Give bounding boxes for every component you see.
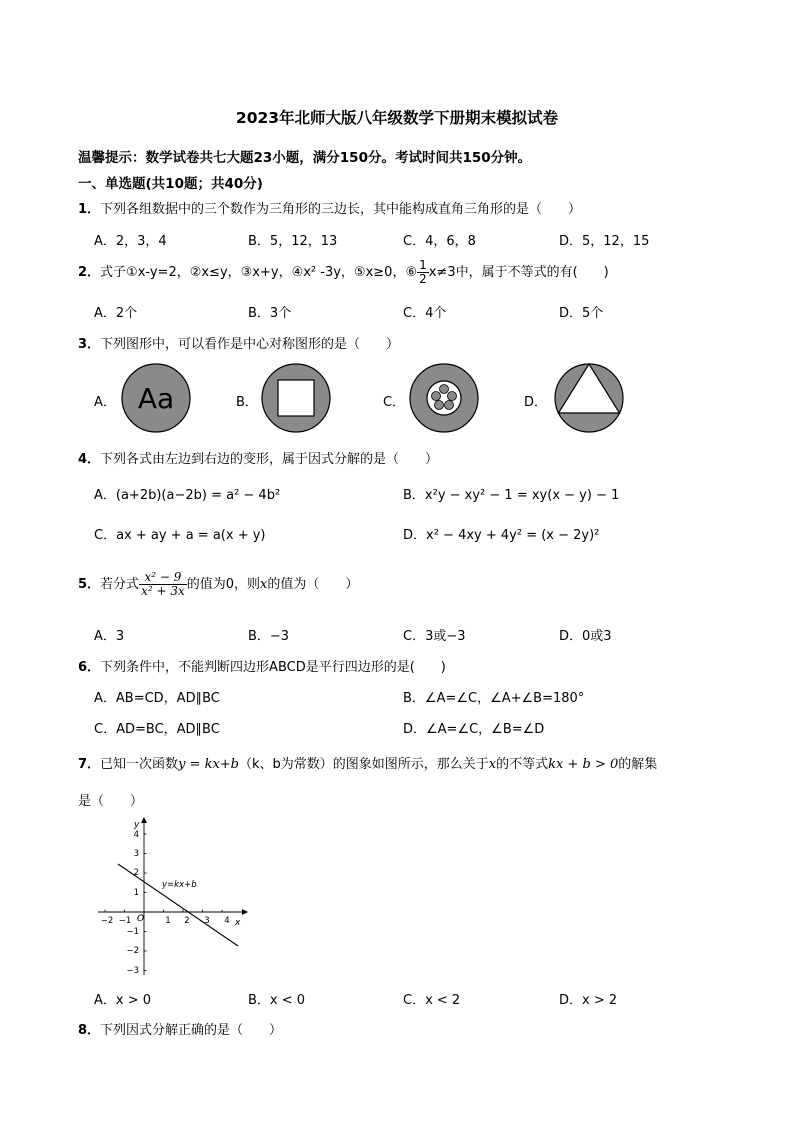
question-stem: 式子①x-y=2，②x≤y，③x+y，④x² -3y，⑤x≥0，⑥ bbox=[100, 265, 418, 280]
question-7 bbox=[78, 753, 657, 772]
question-7-cont: 是（ ） bbox=[78, 794, 144, 809]
question-number: 8． bbox=[78, 1023, 101, 1038]
figure-d bbox=[553, 362, 625, 434]
small-dot bbox=[435, 401, 444, 410]
question-stem: 下列各式由左边到右边的变形，属于因式分解的是（ ） bbox=[100, 452, 439, 467]
q2-option-b: B．3个 bbox=[248, 306, 292, 321]
fraction bbox=[417, 259, 429, 286]
q3-option-b: B． bbox=[236, 395, 258, 410]
question-8 bbox=[78, 1019, 282, 1038]
y-tick-label: −3 bbox=[126, 966, 139, 976]
q4-option-b: B．x²y − xy² − 1 = xy(x − y) − 1 bbox=[403, 488, 620, 503]
white-square bbox=[278, 380, 314, 416]
question-stem-end: 的解集 bbox=[618, 757, 658, 772]
question-stem-mid: 的值为0，则 bbox=[186, 577, 261, 592]
x-axis-label: x bbox=[235, 918, 241, 928]
line-label: y=kx+b bbox=[162, 880, 197, 890]
section-heading: 一、单选题(共10题；共40分) bbox=[78, 176, 263, 192]
y-tick-label: 4 bbox=[133, 830, 139, 840]
question-number: 6． bbox=[78, 660, 101, 675]
q7-option-c: C．x < 2 bbox=[403, 993, 461, 1008]
question-stem-mid: （k、b为常数）的图象如图所示，那么关于 bbox=[239, 757, 489, 772]
q7-option-a: A．x > 0 bbox=[94, 993, 152, 1008]
y-tick-label: −2 bbox=[126, 946, 139, 956]
question-stem: 已知一次函数 bbox=[100, 757, 179, 772]
q3-option-c: C． bbox=[383, 395, 406, 410]
q1-option-d: D．5，12，15 bbox=[559, 234, 650, 249]
question-stem: 若分式 bbox=[100, 577, 140, 592]
q2-option-c: C．4个 bbox=[403, 306, 447, 321]
question-1 bbox=[78, 198, 581, 217]
y-tick-label: 2 bbox=[133, 868, 139, 878]
question-6 bbox=[78, 656, 446, 675]
question-4 bbox=[78, 448, 438, 467]
q5-option-b: B．−3 bbox=[248, 629, 290, 644]
q1-option-a: A．2，3，4 bbox=[94, 234, 167, 249]
question-stem-end: 的值为（ ） bbox=[267, 577, 359, 592]
question-2 bbox=[78, 258, 609, 288]
fraction-numerator: 1 bbox=[419, 258, 427, 272]
question-stem: 下列条件中，不能判断四边形ABCD是平行四边形的是( ) bbox=[100, 660, 446, 675]
ticks-group bbox=[105, 834, 222, 971]
inequality: kx + b > 0 bbox=[548, 757, 619, 772]
tip-text: 温馨提示：数学试卷共七大题23小题，满分150分。考试时间共150分钟。 bbox=[78, 150, 532, 166]
y-axis-arrow bbox=[141, 817, 147, 823]
fraction-denominator: x² + 3x bbox=[141, 584, 185, 598]
q6-option-c: C．AD=BC，AD∥BC bbox=[94, 722, 220, 737]
q1-option-b: B．5，12，13 bbox=[248, 234, 338, 249]
q5-option-d: D．0或3 bbox=[559, 629, 612, 644]
question-5 bbox=[78, 566, 358, 604]
question-number: 2． bbox=[78, 265, 101, 280]
question-number: 3． bbox=[78, 337, 101, 352]
function-expression: y = kx+b bbox=[178, 757, 239, 772]
question-stem-end: x≠3中，属于不等式的有( ) bbox=[428, 265, 609, 280]
y-tick-label: −1 bbox=[126, 927, 139, 937]
x-tick-label: 4 bbox=[224, 916, 230, 926]
q5-option-a: A．3 bbox=[94, 629, 125, 644]
x-tick-label: 3 bbox=[204, 916, 210, 926]
fraction bbox=[139, 571, 187, 598]
x-tick-label: 1 bbox=[165, 916, 171, 926]
q7-option-b: B．x < 0 bbox=[248, 993, 306, 1008]
figure-c bbox=[408, 362, 480, 434]
y-tick-label: 3 bbox=[133, 849, 139, 859]
origin-label: O bbox=[137, 914, 145, 924]
question-stem: 下列因式分解正确的是（ ） bbox=[100, 1023, 283, 1038]
small-dot bbox=[432, 392, 441, 401]
q7-option-d: D．x > 2 bbox=[559, 993, 618, 1008]
q6-option-d: D．∠A=∠C，∠B=∠D bbox=[403, 722, 545, 737]
variable: x bbox=[260, 577, 268, 592]
variable: x bbox=[488, 757, 497, 772]
q3-option-d: D． bbox=[524, 395, 548, 410]
small-dot bbox=[440, 385, 449, 394]
q4-option-d: D．x² − 4xy + 4y² = (x − 2y)² bbox=[403, 528, 600, 543]
q4-option-a: A．(a+2b)(a−2b) = a² − 4b² bbox=[94, 488, 281, 503]
question-stem-mid2: 的不等式 bbox=[496, 757, 549, 772]
x-axis-arrow bbox=[242, 909, 248, 915]
small-dot bbox=[445, 401, 454, 410]
question-stem: 下列各组数据中的三个数作为三角形的三边长，其中能构成直角三角形的是（ ） bbox=[100, 202, 582, 217]
figure-b bbox=[260, 362, 332, 434]
x-tick-label: −1 bbox=[118, 916, 132, 926]
x-tick-label: 2 bbox=[184, 916, 190, 926]
question-3 bbox=[78, 333, 399, 352]
q2-option-d: D．5个 bbox=[559, 306, 604, 321]
fraction-numerator: x² − 9 bbox=[139, 571, 187, 585]
question-number: 1． bbox=[78, 202, 101, 217]
y-tick-label: 1 bbox=[133, 888, 139, 898]
fraction-denominator: 2 bbox=[419, 272, 427, 286]
figure-a bbox=[120, 362, 192, 434]
question-number: 4． bbox=[78, 452, 101, 467]
q6-option-a: A．AB=CD，AD∥BC bbox=[94, 691, 220, 706]
y-axis-label: y bbox=[134, 820, 140, 830]
q6-option-b: B．∠A=∠C，∠A+∠B=180° bbox=[403, 691, 585, 706]
q5-option-c: C．3或−3 bbox=[403, 629, 466, 644]
q1-option-c: C．4，6，8 bbox=[403, 234, 476, 249]
question-stem: 下列图形中，可以看作是中心对称图形的是（ ） bbox=[100, 337, 400, 352]
question-number: 5． bbox=[78, 577, 101, 592]
figure-a-text: Aa bbox=[137, 382, 175, 415]
q3-option-a: A． bbox=[94, 395, 116, 410]
x-tick-label: −2 bbox=[100, 916, 114, 926]
function-graph bbox=[92, 815, 252, 980]
small-dot bbox=[448, 392, 457, 401]
page-title: 2023年北师大版八年级数学下册期末模拟试卷 bbox=[235, 109, 559, 127]
q4-option-c: C．ax + ay + a = a(x + y) bbox=[94, 528, 266, 543]
q2-option-a: A．2个 bbox=[94, 306, 138, 321]
question-number: 7． bbox=[78, 757, 101, 772]
